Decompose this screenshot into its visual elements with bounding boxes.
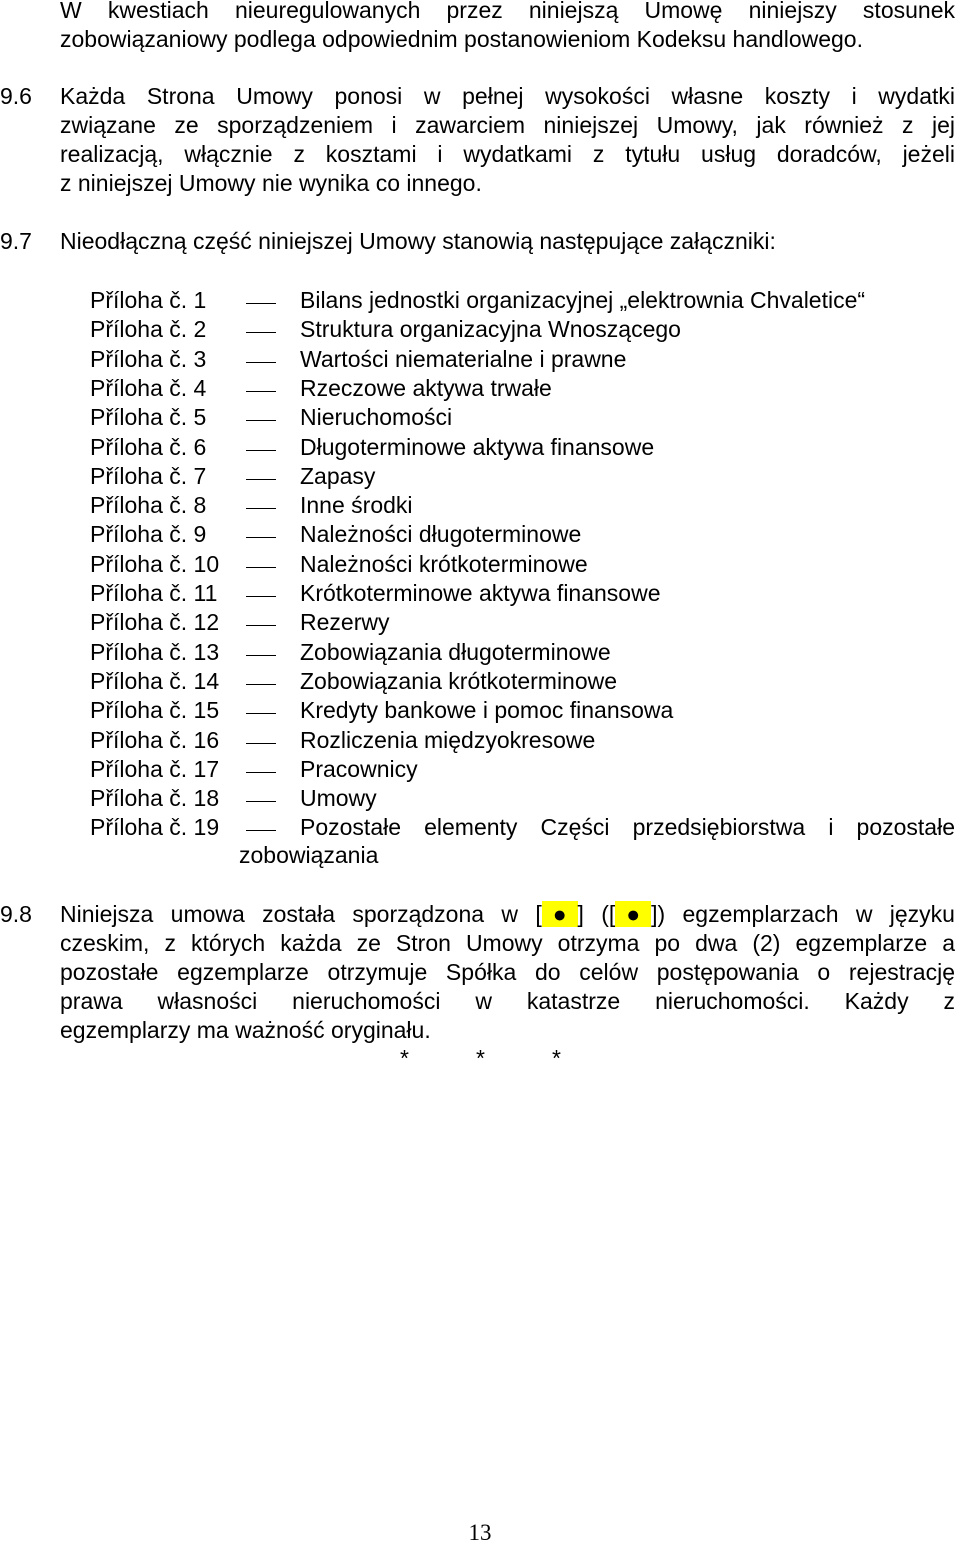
attachment-label: Příloha č. 10: [90, 551, 220, 577]
attachment-title: Pozostałe elementy Części przedsiębiorstwa i pozostałe: [300, 814, 955, 840]
attachment-dash: [246, 362, 276, 363]
attachment-title: Zapasy: [300, 463, 376, 489]
attachment-dash: [246, 450, 276, 451]
attachment-dash: [246, 684, 276, 685]
attachment-label: Příloha č. 9: [90, 521, 207, 547]
attachment-dash: [246, 772, 276, 773]
attachment-title: Nieruchomości: [300, 404, 453, 430]
section-9-8-line-1: [60, 900, 955, 929]
attachment-dash: [246, 303, 276, 304]
attachment-title: Struktura organizacyjna Wnoszącego: [300, 316, 681, 342]
attachment-dash: [246, 713, 276, 714]
section-9-6-line-4: z niniejszej Umowy nie wynika co innego.: [60, 170, 482, 196]
section-9-8-line-2: czeskim, z których każda ze Stron Umowy otrzyma po dwa (2) egzemplarze a: [60, 930, 955, 956]
attachment-label: Příloha č. 7: [90, 463, 207, 489]
attachment-title: Inne środki: [300, 492, 413, 518]
attachment-label: Příloha č. 12: [90, 609, 220, 635]
section-9-7-number: 9.7: [0, 228, 32, 254]
attachment-label: Příloha č. 4: [90, 375, 207, 401]
attachment-label: Příloha č. 2: [90, 316, 207, 342]
intro-line-2: zobowiązaniowy podlega odpowiednim postanowieniom Kodeksu handlowego.: [60, 26, 863, 52]
page-number: 13: [468, 1520, 492, 1545]
section-9-6-number: 9.6: [0, 83, 32, 109]
intro-line-1: W kwestiach nieuregulowanych przez niniejszą Umowę niniejszy stosunek: [60, 0, 955, 23]
section-separator: [400, 1044, 628, 1073]
attachment-dash: [246, 508, 276, 509]
attachment-title: Pracownicy: [300, 756, 418, 782]
section-9-8-line-1-part-a: Niniejsza umowa została sporządzona w [: [60, 901, 542, 927]
section-9-8-line-5: egzemplarzy ma ważność oryginału.: [60, 1017, 431, 1043]
section-9-6-line-2: związane ze sporządzeniem i zawarciem niniejszej Umowy, jak również z jej: [60, 112, 955, 138]
attachment-title: Rzeczowe aktywa trwałe: [300, 375, 552, 401]
attachment-dash: [246, 537, 276, 538]
section-9-8-line-1-part-c: ]) egzemplarzach w języku: [651, 901, 955, 927]
section-9-6-line-1: Każda Strona Umowy ponosi w pełnej wysokości własne koszty i wydatki: [60, 83, 955, 109]
attachment-dash: [246, 743, 276, 744]
attachment-label: Příloha č. 8: [90, 492, 207, 518]
separator-star: *: [400, 1045, 409, 1071]
section-9-7-text: Nieodłączną część niniejszej Umowy stanowią następujące załączniki:: [60, 228, 776, 254]
attachment-dash: [246, 655, 276, 656]
placeholder-bullet-2: ●: [615, 901, 652, 927]
attachment-label: Příloha č. 14: [90, 668, 220, 694]
attachment-label: Příloha č. 5: [90, 404, 207, 430]
attachment-label: Příloha č. 16: [90, 727, 220, 753]
attachment-title: Należności krótkoterminowe: [300, 551, 588, 577]
attachment-19-continuation: zobowiązania: [239, 842, 379, 868]
attachment-title: Bilans jednostki organizacyjnej „elektrownia Chvaletice“: [300, 287, 866, 313]
attachment-title: Zobowiązania krótkoterminowe: [300, 668, 618, 694]
section-9-8-number: 9.8: [0, 901, 32, 927]
attachment-title: Rezerwy: [300, 609, 390, 635]
section-9-8-line-3: pozostałe egzemplarze otrzymuje Spółka do celów postępowania o rejestrację: [60, 959, 955, 985]
attachment-dash: [246, 567, 276, 568]
attachment-dash: [246, 391, 276, 392]
attachment-dash: [246, 801, 276, 802]
placeholder-bullet-1: ●: [541, 901, 578, 927]
attachment-label: Příloha č. 18: [90, 785, 220, 811]
attachment-dash: [246, 479, 276, 480]
attachment-label: Příloha č. 13: [90, 639, 220, 665]
separator-star: *: [476, 1045, 485, 1071]
attachment-title: Rozliczenia międzyokresowe: [300, 727, 596, 753]
section-9-8-line-1-part-b: ] ([: [577, 901, 616, 927]
attachment-dash: [246, 625, 276, 626]
attachment-label: Příloha č. 3: [90, 346, 207, 372]
attachment-title: Należności długoterminowe: [300, 521, 582, 547]
attachment-label: Příloha č. 6: [90, 434, 207, 460]
section-9-6-line-3: realizacją, włącznie z kosztami i wydatkami z tytułu usług doradców, jeżeli: [60, 141, 955, 167]
separator-star: *: [552, 1045, 561, 1071]
attachment-label: Příloha č. 19: [90, 814, 220, 840]
attachment-title: Umowy: [300, 785, 377, 811]
attachment-title: Długoterminowe aktywa finansowe: [300, 434, 655, 460]
attachment-dash: [246, 332, 276, 333]
attachment-dash: [246, 596, 276, 597]
attachment-label: Příloha č. 15: [90, 697, 220, 723]
attachment-label: Příloha č. 1: [90, 287, 207, 313]
attachment-title: Kredyty bankowe i pomoc finansowa: [300, 697, 674, 723]
attachment-label: Příloha č. 11: [90, 580, 218, 606]
section-9-8-line-4: prawa własności nieruchomości w katastrze nieruchomości. Każdy z: [60, 988, 955, 1014]
attachment-title: Krótkoterminowe aktywa finansowe: [300, 580, 661, 606]
attachment-title: Wartości niematerialne i prawne: [300, 346, 627, 372]
attachment-dash: [246, 830, 276, 831]
attachment-label: Příloha č. 17: [90, 756, 220, 782]
attachment-title: Zobowiązania długoterminowe: [300, 639, 611, 665]
attachment-dash: [246, 420, 276, 421]
